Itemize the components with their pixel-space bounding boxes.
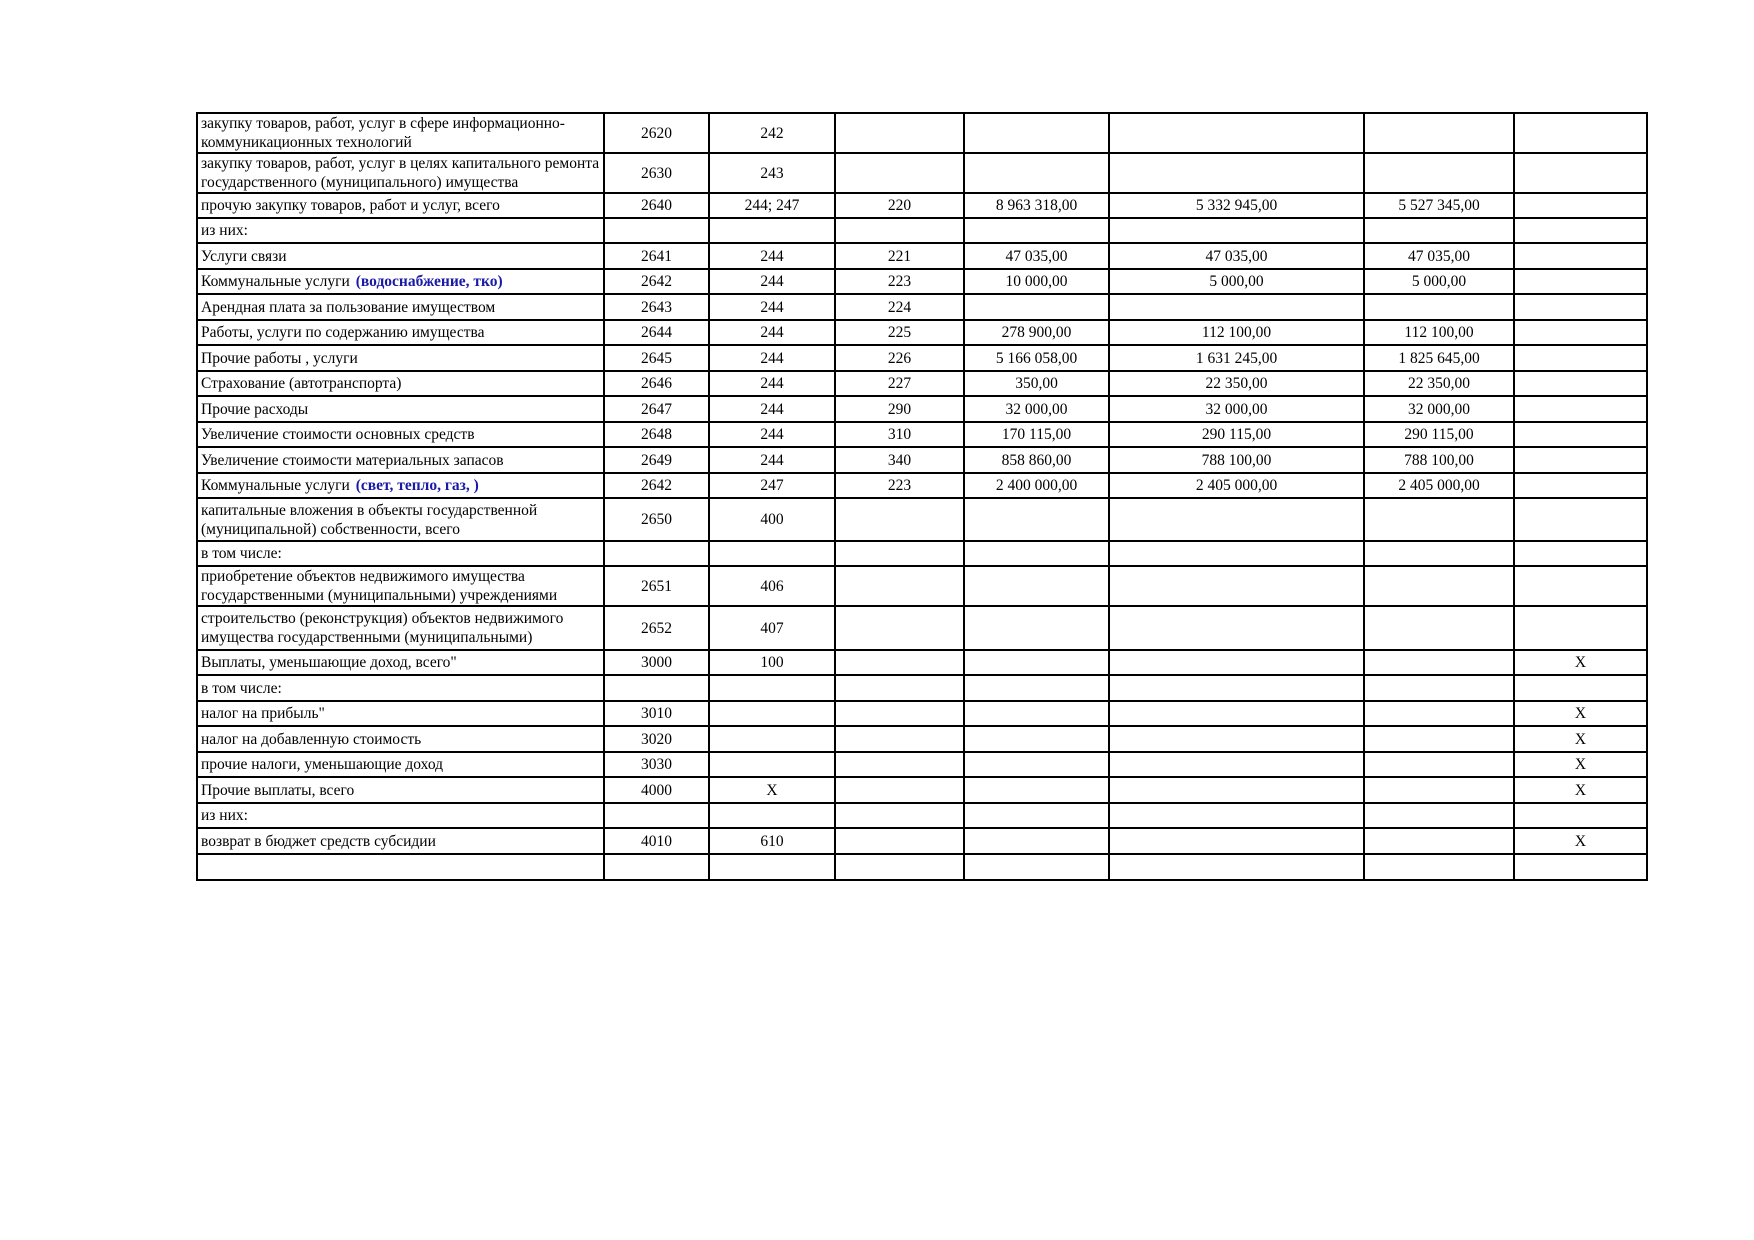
line-code-cell: 2640 (604, 193, 709, 218)
mark-cell: X (1514, 777, 1647, 803)
line-code-cell: 2652 (604, 606, 709, 650)
kosgu-code-cell (835, 498, 964, 541)
table-row (197, 243, 1647, 269)
amount-year3-cell (1364, 726, 1514, 752)
table-row (197, 675, 1647, 701)
amount-year2-cell: 5 000,00 (1109, 269, 1364, 294)
row-label-text: возврат в бюджет средств субсидии (201, 832, 436, 850)
row-label-text: Работы, услуги по содержанию имущества (201, 324, 485, 341)
amount-year2-cell (1109, 566, 1364, 606)
line-code-cell: 2646 (604, 371, 709, 396)
table-row (197, 606, 1647, 650)
kosgu-code-cell (835, 675, 964, 701)
kosgu-code-cell (835, 777, 964, 803)
expense-type-code-cell (709, 854, 835, 880)
kosgu-code-cell (835, 113, 964, 153)
kosgu-code-cell: 225 (835, 320, 964, 345)
mark-cell (1514, 422, 1647, 447)
amount-year3-cell (1364, 294, 1514, 320)
amount-year1-cell (964, 218, 1109, 243)
table-row (197, 854, 1647, 880)
amount-year1-cell: 47 035,00 (964, 243, 1109, 269)
amount-year2-cell: 788 100,00 (1109, 447, 1364, 473)
amount-year2-cell (1109, 854, 1364, 880)
kosgu-code-cell (835, 650, 964, 675)
mark-cell (1514, 243, 1647, 269)
mark-cell (1514, 218, 1647, 243)
amount-year3-cell (1364, 153, 1514, 193)
row-label-cell (197, 243, 604, 269)
amount-year3-cell (1364, 566, 1514, 606)
row-label-cell (197, 803, 604, 828)
mark-cell (1514, 269, 1647, 294)
row-label-text: в том числе: (201, 679, 282, 697)
expense-type-code-cell: 244 (709, 243, 835, 269)
amount-year3-cell (1364, 701, 1514, 726)
amount-year1-cell: 350,00 (964, 371, 1109, 396)
line-code-cell: 2647 (604, 396, 709, 422)
mark-cell: X (1514, 752, 1647, 777)
row-label-cell (197, 422, 604, 447)
expense-type-code-cell (709, 541, 835, 566)
line-code-cell: 2642 (604, 473, 709, 498)
expense-type-code-cell (709, 726, 835, 752)
mark-cell: X (1514, 726, 1647, 752)
expense-type-code-cell (709, 701, 835, 726)
row-label-cell (197, 566, 604, 606)
row-label-cell (197, 396, 604, 422)
amount-year1-cell: 278 900,00 (964, 320, 1109, 345)
line-code-cell: 4000 (604, 777, 709, 803)
amount-year2-cell (1109, 498, 1364, 541)
mark-cell (1514, 153, 1647, 193)
table-row (197, 828, 1647, 854)
table-row (197, 777, 1647, 803)
amount-year2-cell (1109, 294, 1364, 320)
amount-year2-cell: 32 000,00 (1109, 396, 1364, 422)
budget-table-sheet (196, 112, 1646, 881)
expense-type-code-cell: 242 (709, 113, 835, 153)
row-label-text: закупку товаров, работ, услуг в сфере информационно-коммуникационных технологий (201, 115, 565, 151)
amount-year1-cell (964, 566, 1109, 606)
row-label-cell (197, 701, 604, 726)
kosgu-code-cell: 221 (835, 243, 964, 269)
amount-year3-cell (1364, 113, 1514, 153)
row-label-highlight: (водоснабжение, тко) (355, 273, 503, 290)
row-label-text: налог на добавленную стоимость (201, 730, 422, 748)
amount-year3-cell (1364, 606, 1514, 650)
row-label-cell (197, 828, 604, 854)
row-label-cell (197, 113, 604, 153)
amount-year3-cell (1364, 218, 1514, 243)
amount-year3-cell: 788 100,00 (1364, 447, 1514, 473)
table-row (197, 447, 1647, 473)
mark-cell: X (1514, 828, 1647, 854)
amount-year3-cell (1364, 650, 1514, 675)
mark-cell (1514, 541, 1647, 566)
amount-year1-cell (964, 541, 1109, 566)
amount-year2-cell: 2 405 000,00 (1109, 473, 1364, 498)
line-code-cell: 3000 (604, 650, 709, 675)
mark-cell (1514, 345, 1647, 371)
table-row (197, 345, 1647, 371)
expense-type-code-cell: 407 (709, 606, 835, 650)
line-code-cell: 2642 (604, 269, 709, 294)
row-label-text: Страхование (автотранспорта) (201, 375, 402, 392)
line-code-cell: 2630 (604, 153, 709, 193)
amount-year2-cell (1109, 675, 1364, 701)
mark-cell (1514, 854, 1647, 880)
table-row (197, 153, 1647, 193)
line-code-cell (604, 541, 709, 566)
amount-year3-cell (1364, 828, 1514, 854)
row-label-text: налог на прибыль" (201, 705, 325, 722)
amount-year3-cell: 22 350,00 (1364, 371, 1514, 396)
expense-type-code-cell: X (709, 777, 835, 803)
kosgu-code-cell (835, 566, 964, 606)
amount-year3-cell: 32 000,00 (1364, 396, 1514, 422)
amount-year2-cell (1109, 153, 1364, 193)
row-label-text: Прочие работы , услуги (201, 349, 358, 367)
line-code-cell: 2651 (604, 566, 709, 606)
amount-year1-cell (964, 606, 1109, 650)
amount-year1-cell (964, 854, 1109, 880)
kosgu-code-cell (835, 752, 964, 777)
mark-cell: X (1514, 701, 1647, 726)
row-label-cell (197, 193, 604, 218)
amount-year2-cell (1109, 113, 1364, 153)
row-label-text: прочие налоги, уменьшающие доход (201, 756, 444, 773)
expense-type-code-cell: 610 (709, 828, 835, 854)
table-row (197, 113, 1647, 153)
expense-type-code-cell (709, 218, 835, 243)
table-row (197, 193, 1647, 218)
row-label-cell (197, 294, 604, 320)
kosgu-code-cell: 226 (835, 345, 964, 371)
kosgu-code-cell (835, 541, 964, 566)
line-code-cell: 2650 (604, 498, 709, 541)
kosgu-code-cell (835, 701, 964, 726)
mark-cell (1514, 473, 1647, 498)
table-row (197, 422, 1647, 447)
expense-type-code-cell (709, 675, 835, 701)
row-label-text: из них: (201, 222, 248, 239)
line-code-cell: 2648 (604, 422, 709, 447)
expense-type-code-cell: 400 (709, 498, 835, 541)
amount-year2-cell: 22 350,00 (1109, 371, 1364, 396)
amount-year1-cell (964, 803, 1109, 828)
row-label-text: закупку товаров, работ, услуг в целях капитального ремонта государственного (муниципального) имущества (201, 155, 600, 191)
row-label-cell (197, 752, 604, 777)
expense-type-code-cell: 244 (709, 320, 835, 345)
amount-year2-cell: 5 332 945,00 (1109, 193, 1364, 218)
amount-year3-cell (1364, 803, 1514, 828)
amount-year2-cell: 47 035,00 (1109, 243, 1364, 269)
row-label-cell (197, 675, 604, 701)
line-code-cell: 4010 (604, 828, 709, 854)
kosgu-code-cell: 220 (835, 193, 964, 218)
line-code-cell: 2649 (604, 447, 709, 473)
table-row (197, 294, 1647, 320)
amount-year2-cell (1109, 650, 1364, 675)
amount-year3-cell (1364, 675, 1514, 701)
line-code-cell (604, 675, 709, 701)
row-label-text: капитальные вложения в объекты государственной (муниципальной) собственности, всего (201, 501, 538, 538)
table-row (197, 650, 1647, 675)
row-label-cell (197, 447, 604, 473)
row-label-cell (197, 345, 604, 371)
table-row (197, 218, 1647, 243)
amount-year1-cell (964, 498, 1109, 541)
amount-year1-cell (964, 153, 1109, 193)
amount-year3-cell (1364, 752, 1514, 777)
amount-year1-cell (964, 828, 1109, 854)
amount-year2-cell: 290 115,00 (1109, 422, 1364, 447)
line-code-cell (604, 218, 709, 243)
amount-year1-cell: 32 000,00 (964, 396, 1109, 422)
amount-year1-cell (964, 777, 1109, 803)
row-label-cell (197, 854, 604, 880)
mark-cell (1514, 566, 1647, 606)
kosgu-code-cell: 340 (835, 447, 964, 473)
line-code-cell: 2644 (604, 320, 709, 345)
amount-year3-cell: 5 527 345,00 (1364, 193, 1514, 218)
kosgu-code-cell (835, 854, 964, 880)
amount-year1-cell: 5 166 058,00 (964, 345, 1109, 371)
amount-year2-cell (1109, 218, 1364, 243)
amount-year2-cell: 112 100,00 (1109, 320, 1364, 345)
amount-year2-cell: 1 631 245,00 (1109, 345, 1364, 371)
table-row (197, 396, 1647, 422)
kosgu-code-cell: 224 (835, 294, 964, 320)
mark-cell (1514, 606, 1647, 650)
table-row (197, 803, 1647, 828)
amount-year1-cell (964, 650, 1109, 675)
row-label-text: Арендная плата за пользование имуществом (201, 298, 496, 316)
amount-year3-cell (1364, 541, 1514, 566)
amount-year1-cell: 8 963 318,00 (964, 193, 1109, 218)
line-code-cell: 3030 (604, 752, 709, 777)
line-code-cell: 3010 (604, 701, 709, 726)
row-label-cell (197, 650, 604, 675)
kosgu-code-cell: 290 (835, 396, 964, 422)
table-row (197, 498, 1647, 541)
amount-year1-cell: 858 860,00 (964, 447, 1109, 473)
amount-year1-cell (964, 675, 1109, 701)
table-row (197, 752, 1647, 777)
row-label-text: Увеличение стоимости материальных запасов (201, 451, 504, 469)
table-row (197, 473, 1647, 498)
amount-year3-cell: 1 825 645,00 (1364, 345, 1514, 371)
amount-year1-cell: 2 400 000,00 (964, 473, 1109, 498)
table-row (197, 269, 1647, 294)
expense-type-code-cell (709, 752, 835, 777)
mark-cell (1514, 396, 1647, 422)
table-row (197, 566, 1647, 606)
mark-cell (1514, 447, 1647, 473)
row-label-cell (197, 541, 604, 566)
line-code-cell (604, 803, 709, 828)
amount-year1-cell (964, 113, 1109, 153)
row-label-text: строительство (реконструкция) объектов недвижимого имущества государственными (муниципальными) (201, 610, 564, 646)
expense-type-code-cell: 244 (709, 269, 835, 294)
expense-type-code-cell (709, 803, 835, 828)
amount-year3-cell: 112 100,00 (1364, 320, 1514, 345)
row-label-text: Прочие расходы (201, 400, 309, 418)
kosgu-code-cell (835, 726, 964, 752)
line-code-cell (604, 854, 709, 880)
kosgu-code-cell (835, 606, 964, 650)
row-label-cell (197, 777, 604, 803)
line-code-cell: 2620 (604, 113, 709, 153)
amount-year3-cell: 2 405 000,00 (1364, 473, 1514, 498)
kosgu-code-cell (835, 218, 964, 243)
amount-year3-cell (1364, 854, 1514, 880)
mark-cell (1514, 371, 1647, 396)
amount-year2-cell (1109, 828, 1364, 854)
kosgu-code-cell (835, 803, 964, 828)
amount-year2-cell (1109, 606, 1364, 650)
amount-year2-cell (1109, 701, 1364, 726)
row-label-cell (197, 606, 604, 650)
row-label-text: прочую закупку товаров, работ и услуг, всего (201, 197, 500, 214)
amount-year2-cell (1109, 803, 1364, 828)
line-code-cell: 2645 (604, 345, 709, 371)
amount-year1-cell (964, 726, 1109, 752)
kosgu-code-cell: 223 (835, 269, 964, 294)
table-body (197, 113, 1647, 880)
row-label-text: из них: (201, 807, 248, 824)
expense-type-code-cell: 406 (709, 566, 835, 606)
expense-type-code-cell: 244 (709, 345, 835, 371)
mark-cell (1514, 498, 1647, 541)
line-code-cell: 2641 (604, 243, 709, 269)
row-label-cell (197, 320, 604, 345)
expense-type-code-cell: 243 (709, 153, 835, 193)
amount-year1-cell (964, 752, 1109, 777)
row-label-cell (197, 498, 604, 541)
row-label-cell (197, 726, 604, 752)
mark-cell: X (1514, 650, 1647, 675)
row-label-text: Увеличение стоимости основных средств (201, 426, 475, 443)
mark-cell (1514, 803, 1647, 828)
row-label-highlight: (свет, тепло, газ, ) (355, 477, 479, 494)
table-row (197, 701, 1647, 726)
row-label-text: Выплаты, уменьшающие доход, всего" (201, 654, 457, 671)
expense-type-code-cell: 244; 247 (709, 193, 835, 218)
table-row (197, 320, 1647, 345)
mark-cell (1514, 675, 1647, 701)
row-label-text: приобретение объектов недвижимого имущества государственными (муниципальными) учреждениями (201, 568, 558, 604)
table-row (197, 541, 1647, 566)
budget-table (196, 112, 1648, 881)
amount-year3-cell: 5 000,00 (1364, 269, 1514, 294)
amount-year2-cell (1109, 541, 1364, 566)
amount-year3-cell: 290 115,00 (1364, 422, 1514, 447)
expense-type-code-cell: 247 (709, 473, 835, 498)
row-label-cell (197, 269, 604, 294)
table-row (197, 726, 1647, 752)
amount-year3-cell (1364, 498, 1514, 541)
expense-type-code-cell: 244 (709, 294, 835, 320)
row-label-text: Коммунальные услуги (201, 273, 350, 290)
amount-year1-cell: 10 000,00 (964, 269, 1109, 294)
amount-year3-cell: 47 035,00 (1364, 243, 1514, 269)
row-label-cell (197, 371, 604, 396)
amount-year3-cell (1364, 777, 1514, 803)
expense-type-code-cell: 244 (709, 396, 835, 422)
amount-year1-cell: 170 115,00 (964, 422, 1109, 447)
row-label-cell (197, 153, 604, 193)
mark-cell (1514, 294, 1647, 320)
amount-year2-cell (1109, 726, 1364, 752)
expense-type-code-cell: 244 (709, 422, 835, 447)
amount-year2-cell (1109, 777, 1364, 803)
expense-type-code-cell: 244 (709, 447, 835, 473)
amount-year2-cell (1109, 752, 1364, 777)
row-label-text: в том числе: (201, 545, 282, 562)
row-label-cell (197, 473, 604, 498)
row-label-text: Прочие выплаты, всего (201, 781, 355, 799)
mark-cell (1514, 113, 1647, 153)
amount-year1-cell (964, 294, 1109, 320)
row-label-cell (197, 218, 604, 243)
amount-year1-cell (964, 701, 1109, 726)
kosgu-code-cell (835, 153, 964, 193)
row-label-text: Услуги связи (201, 247, 287, 265)
row-label-text: Коммунальные услуги (201, 477, 350, 494)
kosgu-code-cell: 310 (835, 422, 964, 447)
expense-type-code-cell: 244 (709, 371, 835, 396)
line-code-cell: 3020 (604, 726, 709, 752)
kosgu-code-cell (835, 828, 964, 854)
mark-cell (1514, 193, 1647, 218)
kosgu-code-cell: 223 (835, 473, 964, 498)
table-row (197, 371, 1647, 396)
mark-cell (1514, 320, 1647, 345)
line-code-cell: 2643 (604, 294, 709, 320)
kosgu-code-cell: 227 (835, 371, 964, 396)
expense-type-code-cell: 100 (709, 650, 835, 675)
